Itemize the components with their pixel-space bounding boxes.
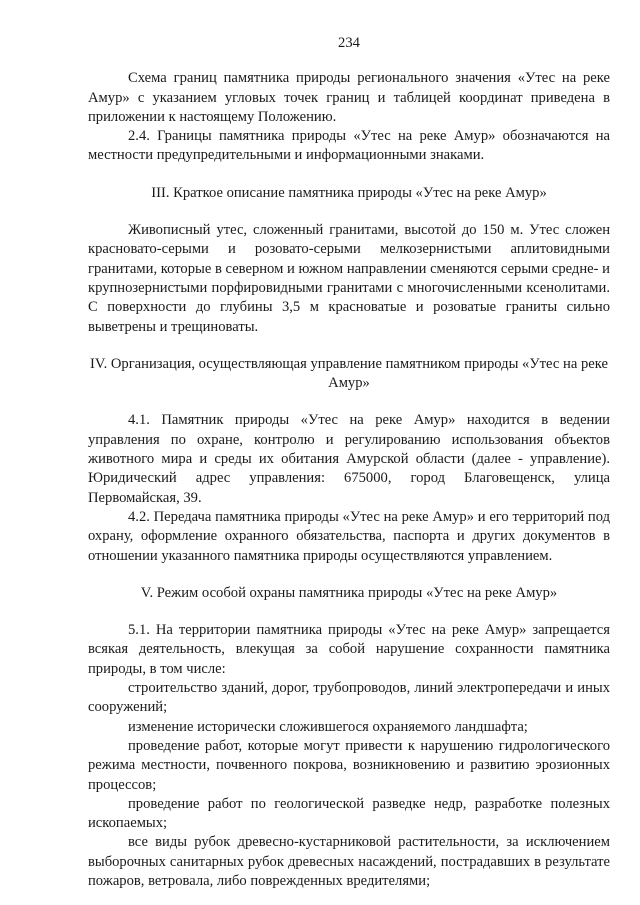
section-3-heading: III. Краткое описание памятника природы «Утес на реке Амур» bbox=[151, 184, 547, 201]
list-item: проведение работ по геологической разведке недр, разработке полезных ископаемых; bbox=[88, 795, 610, 832]
page-number: 234 bbox=[338, 35, 360, 51]
paragraph-2-4: 2.4. Границы памятника природы «Утес на реке Амур» обозначаются на местности предупредительными и информационными знаками. bbox=[88, 128, 610, 164]
section-3-text: Живописный утес, сложенный гранитами, высотой до 150 м. Утес сложен красновато-серыми и розовато-серыми мелкозернистыми аплитовидными гранитами, которые в северном и южном направлении сменяются серыми средне- и крупнозернистыми порфировидными гранитами с многочисленными ксенолитами. С поверхности до глубины 3,5 м красноватые и розоватые граниты сильно выветрены и трещиноваты. bbox=[88, 222, 610, 335]
list-item: строительство зданий, дорог, трубопроводов, линий электропередачи и иных сооружений; bbox=[88, 680, 610, 716]
paragraph-4-1: 4.1. Памятник природы «Утес на реке Амур» находится в ведении управления по охране, контролю и регулированию использования объектов животного мира и среды их обитания Амурской области (далее - управление). Юридический адрес управления: 675000, город Благовещенск, улица Первомайская, 39. bbox=[88, 412, 610, 506]
list-item: изменение исторически сложившегося охраняемого ландшафта; bbox=[128, 718, 528, 735]
section-4-heading: IV. Организация, осуществляющая управление памятником природы «Утес на реке Амур» bbox=[90, 355, 608, 392]
list-item: проведение работ, которые могут привести к нарушению гидрологического режима местности, почвенного покрова, возникновению и развитию эрозионных процессов; bbox=[88, 737, 610, 793]
paragraph-scheme: Схема границ памятника природы регионального значения «Утес на реке Амур» с указанием угловых точек границ и таблицей координат приведена в приложении к настоящему Положению. bbox=[88, 70, 610, 125]
paragraph-4-2: 4.2. Передача памятника природы «Утес на реке Амур» и его территорий под охрану, оформление охранного обязательства, паспорта и других документов в отношении указанного памятника природы осуществляются управлением. bbox=[88, 508, 610, 564]
document-page bbox=[88, 34, 610, 891]
list-item: все виды рубок древесно-кустарниковой растительности, за исключением выборочных санитарных рубок древесных насаждений, пострадавших в результате пожаров, ветровала, либо поврежденных вредителями; bbox=[88, 834, 610, 889]
paragraph-5-1: 5.1. На территории памятника природы «Утес на реке Амур» запрещается всякая деятельность, влекущая за собой нарушение сохранности памятника природы, в том числе: bbox=[88, 622, 610, 677]
section-5-heading: V. Режим особой охраны памятника природы «Утес на реке Амур» bbox=[140, 584, 558, 601]
